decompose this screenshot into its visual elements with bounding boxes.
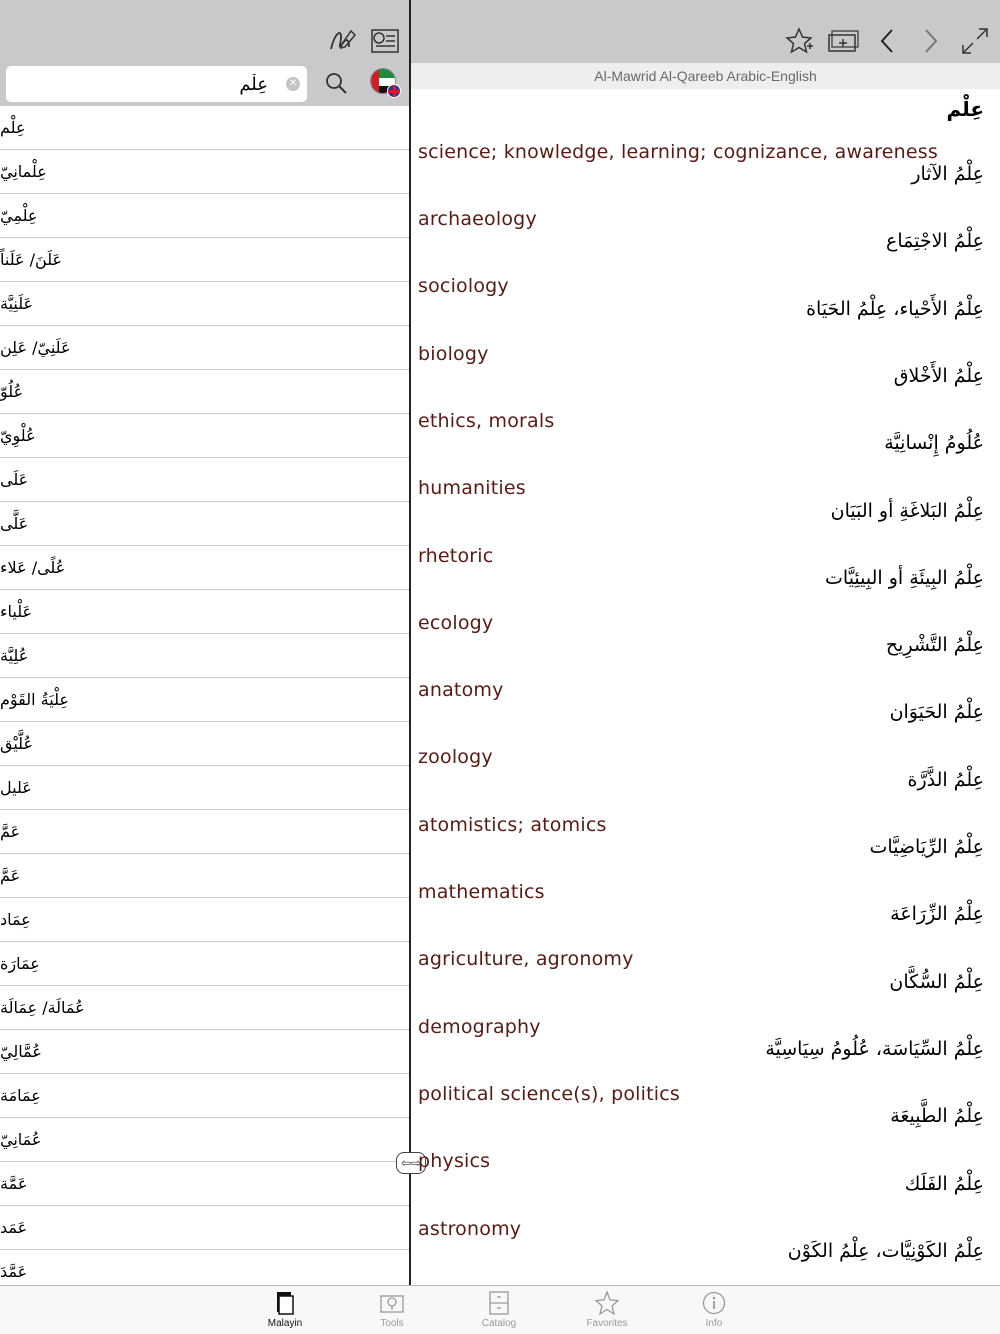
splitter-handle[interactable]: ⇦⇨ bbox=[396, 1152, 426, 1174]
word-list-item[interactable] bbox=[0, 634, 410, 678]
tab-bar bbox=[0, 1285, 1000, 1334]
word-list-item-label: عُلُوّ bbox=[0, 382, 24, 401]
tab-info[interactable] bbox=[674, 1290, 754, 1334]
word-list-item-label: عِلْيَةُ القَوْم bbox=[0, 690, 69, 709]
forward-icon[interactable] bbox=[913, 24, 949, 58]
word-list-item[interactable] bbox=[0, 1250, 410, 1285]
word-list-item-label: عَمَّ bbox=[0, 822, 21, 841]
word-list-item[interactable] bbox=[0, 326, 410, 370]
tab-catalog[interactable] bbox=[459, 1290, 539, 1334]
word-list bbox=[0, 106, 410, 1285]
word-list-item[interactable] bbox=[0, 722, 410, 766]
subentry-arabic: عِلْمُ التَّشْرِيح bbox=[885, 634, 984, 657]
word-list-item[interactable] bbox=[0, 942, 410, 986]
subentry-definition: sociology bbox=[418, 275, 509, 298]
word-list-item[interactable] bbox=[0, 282, 410, 326]
subentry-definition: archaeology bbox=[418, 208, 537, 230]
tab-favorites[interactable] bbox=[567, 1290, 647, 1334]
word-list-item-label: عَمَّ bbox=[0, 866, 21, 885]
word-list-item-label: عَمَّة bbox=[0, 1174, 28, 1193]
word-list-item[interactable] bbox=[0, 106, 410, 150]
uk-flag-icon bbox=[387, 84, 401, 98]
word-list-item[interactable] bbox=[0, 854, 410, 898]
word-list-item-label: عَلَنِيَّة bbox=[0, 294, 34, 313]
dictionary-title: Al-Mawrid Al-Qareeb Arabic-English bbox=[411, 63, 1000, 89]
word-list-item-label: عَمَّدَ bbox=[0, 1262, 28, 1281]
subentry-definition: ecology bbox=[418, 611, 494, 634]
history-list-icon[interactable] bbox=[368, 26, 402, 56]
word-list-item[interactable] bbox=[0, 238, 410, 282]
search-box bbox=[6, 66, 307, 102]
word-list-item-label: عَلَى bbox=[0, 470, 29, 489]
word-list-item-label: عُمَانِيّ bbox=[0, 1130, 42, 1149]
word-list-item[interactable] bbox=[0, 194, 410, 238]
back-icon[interactable] bbox=[869, 24, 905, 58]
subentry-arabic: عِلْمُ الأَحْياء، عِلْمُ الحَيَاة bbox=[806, 297, 984, 320]
handwriting-icon[interactable] bbox=[325, 26, 359, 56]
word-list-item[interactable] bbox=[0, 986, 410, 1030]
word-list-item-label: عُلِيَّة bbox=[0, 646, 29, 665]
subentry-definition: biology bbox=[418, 342, 489, 365]
subentry-definition: anatomy bbox=[418, 679, 504, 702]
subentry-definition: atomistics; atomics bbox=[418, 813, 607, 836]
word-list-item[interactable] bbox=[0, 1074, 410, 1118]
tab-label: Info bbox=[705, 1318, 723, 1329]
new-tab-icon[interactable] bbox=[825, 24, 861, 58]
subentry-definition: agriculture, agronomy bbox=[418, 948, 634, 971]
word-list-item[interactable] bbox=[0, 370, 410, 414]
subentry-definition: ethics, morals bbox=[418, 409, 555, 432]
word-list-item[interactable] bbox=[0, 810, 410, 854]
tab-label: Tools bbox=[380, 1318, 404, 1329]
info-icon bbox=[674, 1290, 754, 1318]
magnifier-icon[interactable] bbox=[322, 70, 350, 98]
subentry-arabic: عِلْمُ السِّيَاسَة، عُلُومُ سِيَاسِيَّة bbox=[765, 1037, 984, 1060]
word-list-pane bbox=[0, 0, 410, 1285]
word-list-item-label: عُلْوِيّ bbox=[0, 426, 36, 445]
word-list-item[interactable] bbox=[0, 1030, 410, 1074]
subentry-arabic: عِلْمُ الطَّبِيعَة bbox=[890, 1105, 984, 1128]
subentry-arabic: عِلْمُ الأَخْلاق bbox=[893, 364, 984, 387]
word-list-item-label: عِمَاد bbox=[0, 910, 31, 929]
tab-malayin[interactable] bbox=[245, 1290, 325, 1334]
subentry-arabic: عِلْمُ السُّكَّان bbox=[889, 970, 984, 993]
word-list-item-label: عَلَّى bbox=[0, 514, 29, 533]
entry-content bbox=[411, 89, 1000, 1285]
word-list-item[interactable] bbox=[0, 546, 410, 590]
word-list-item-label: عَليل bbox=[0, 778, 32, 797]
subentry-arabic: عِلْمُ الزِّرَاعَة bbox=[890, 903, 984, 926]
word-list-item[interactable] bbox=[0, 458, 410, 502]
right-toolbar bbox=[411, 0, 1000, 63]
entry-headword: عِلْم bbox=[946, 97, 984, 121]
tab-tools[interactable] bbox=[352, 1290, 432, 1334]
subentry-arabic: عِلْمُ الذَّرَّة bbox=[907, 768, 984, 791]
word-list-item-label: عِمَامَة bbox=[0, 1086, 41, 1105]
word-list-item-label: عُلًى/ عَلاء bbox=[0, 558, 66, 577]
subentry-arabic: عِلْمُ الاجْتِمَاع bbox=[885, 230, 984, 253]
word-list-item-label: عِلْم bbox=[0, 118, 26, 137]
word-list-item-label: عِلْمِيّ bbox=[0, 206, 38, 225]
subentry-arabic: عِلْمُ الحَيَوَان bbox=[889, 701, 984, 724]
word-list-item-label: عِلْمانِيّ bbox=[0, 162, 47, 181]
word-list-item[interactable] bbox=[0, 1118, 410, 1162]
word-list-item-label: عَلَنَ/ عَلَناً bbox=[0, 250, 63, 269]
subentry-arabic: عِلْمُ البَلاغَةِ أو البَيَان bbox=[830, 499, 984, 522]
subentry-definition: mathematics bbox=[418, 881, 545, 903]
word-list-item[interactable] bbox=[0, 502, 410, 546]
add-favorite-icon[interactable] bbox=[781, 24, 817, 58]
subentry-arabic: عِلْمُ البِيئَةِ أو البِيئِيَّات bbox=[825, 566, 984, 589]
subentry-definition: zoology bbox=[418, 746, 493, 769]
search-input[interactable] bbox=[6, 66, 276, 102]
subentry-arabic: عِلْمُ الفَلَك bbox=[904, 1172, 984, 1195]
word-list-item-label: عُمَّالِيّ bbox=[0, 1042, 42, 1061]
subentry-arabic: عِلْمُ الآثار bbox=[911, 163, 984, 185]
subentry-definition: astronomy bbox=[418, 1217, 522, 1240]
word-list-item-label: عَلْياء bbox=[0, 602, 33, 621]
catalog-icon bbox=[459, 1290, 539, 1318]
word-list-item[interactable] bbox=[0, 898, 410, 942]
main-definition: science; knowledge, learning; cognizance, awareness bbox=[418, 141, 938, 163]
word-list-item-label: عِمَارَة bbox=[0, 954, 40, 973]
tab-label: Catalog bbox=[481, 1318, 517, 1329]
subentry-arabic: عُلُومُ إِنْسانِيَّة bbox=[884, 432, 984, 455]
left-toolbar bbox=[0, 0, 410, 106]
tab-label: Favorites bbox=[586, 1318, 628, 1329]
star-icon bbox=[567, 1290, 647, 1318]
tools-icon bbox=[352, 1290, 432, 1318]
fullscreen-icon[interactable] bbox=[957, 24, 993, 58]
word-list-item[interactable] bbox=[0, 414, 410, 458]
word-list-item[interactable] bbox=[0, 1206, 410, 1250]
word-list-item[interactable] bbox=[0, 1162, 410, 1206]
word-list-item[interactable] bbox=[0, 150, 410, 194]
subentry-arabic: عِلْمُ الكَوْنِيَّات، عِلْمُ الكَوْن bbox=[787, 1239, 984, 1262]
word-list-item[interactable] bbox=[0, 766, 410, 810]
subentry-definition: humanities bbox=[418, 477, 526, 500]
word-list-item-label: عَلَنِيّ/ عَلِن bbox=[0, 338, 71, 357]
word-list-item-label: عُمَالَة/ عِمَالَة bbox=[0, 998, 85, 1017]
book-icon bbox=[245, 1290, 325, 1318]
subentry-definition: rhetoric bbox=[418, 544, 494, 567]
subentry-arabic: عِلْمُ الرِّيَاضِيَّات bbox=[869, 836, 984, 858]
subentry-definition: demography bbox=[418, 1015, 541, 1038]
word-list-item-label: عَمَد bbox=[0, 1218, 28, 1237]
subentry-definition: political science(s), politics bbox=[418, 1082, 680, 1105]
subentry-definition: physics bbox=[418, 1150, 491, 1173]
word-list-item[interactable] bbox=[0, 678, 410, 722]
clear-icon[interactable]: ✕ bbox=[286, 77, 300, 91]
tab-label: Malayin bbox=[267, 1318, 303, 1329]
word-list-item[interactable] bbox=[0, 590, 410, 634]
word-list-item-label: عُلَّيْق bbox=[0, 734, 34, 753]
